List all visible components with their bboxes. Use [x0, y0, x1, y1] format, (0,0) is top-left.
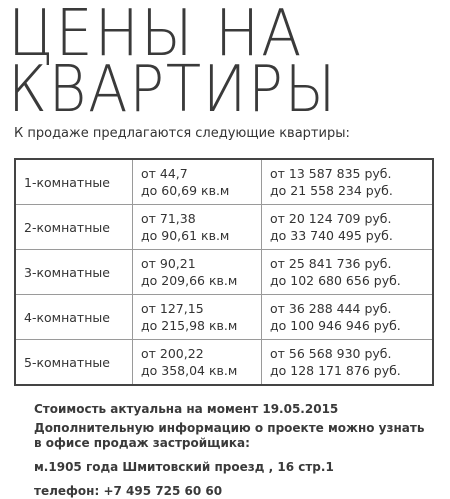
price-from: от 56 568 930 руб.	[270, 346, 392, 361]
area-to: до 215,98 кв.м	[141, 318, 238, 333]
area-to: до 209,66 кв.м	[141, 273, 238, 288]
price-cell	[262, 295, 434, 340]
area-to: до 60,69 кв.м	[141, 183, 230, 198]
table-row	[15, 250, 433, 295]
footer-info	[34, 402, 434, 499]
apartment-type-cell: 4-комнатные	[15, 295, 133, 340]
page-title-line-2: КВАРТИРЫ	[8, 53, 338, 127]
price-from: от 36 288 444 руб.	[270, 301, 392, 316]
price-from: от 20 124 709 руб.	[270, 211, 392, 226]
price-from: от 13 587 835 руб.	[270, 166, 392, 181]
price-to: до 100 946 946 руб.	[270, 318, 401, 333]
sales-office-note: Дополнительную информацию о проекте можно узнать в офисе продаж застройщика:	[34, 421, 425, 450]
apartment-type-cell: 2-комнатные	[15, 205, 133, 250]
table-row	[15, 340, 433, 386]
area-cell	[133, 205, 262, 250]
apartment-type-cell: 3-комнатные	[15, 250, 133, 295]
area-to: до 358,04 кв.м	[141, 363, 238, 378]
area-cell	[133, 340, 262, 386]
area-cell	[133, 295, 262, 340]
phone-number[interactable]: телефон: +7 495 725 60 60	[34, 484, 223, 498]
price-to: до 21 558 234 руб.	[270, 183, 393, 198]
table-row	[15, 295, 433, 340]
price-to: до 33 740 495 руб.	[270, 228, 393, 243]
area-cell	[133, 159, 262, 205]
area-from: от 71,38	[141, 211, 196, 226]
price-cell	[262, 340, 434, 386]
area-from: от 200,22	[141, 346, 204, 361]
intro-text: К продаже предлагаются следующие квартиры:	[14, 126, 350, 141]
area-to: до 90,61 кв.м	[141, 228, 230, 243]
table-row	[15, 205, 433, 250]
price-date-note: Стоимость актуальна на момент 19.05.2015	[34, 402, 339, 416]
price-to: до 102 680 656 руб.	[270, 273, 401, 288]
table-row	[15, 159, 433, 205]
area-cell	[133, 250, 262, 295]
area-from: от 90,21	[141, 256, 196, 271]
page-title-line-1: ЦЕНЫ НА	[8, 0, 304, 71]
price-cell	[262, 250, 434, 295]
price-cell	[262, 159, 434, 205]
price-cell	[262, 205, 434, 250]
apartment-type-cell: 1-комнатные	[15, 159, 133, 205]
sales-office-address: м.1905 года Шмитовский проезд , 16 стр.1	[34, 460, 334, 474]
price-from: от 25 841 736 руб.	[270, 256, 392, 271]
apartment-type-cell: 5-комнатные	[15, 340, 133, 386]
price-to: до 128 171 876 руб.	[270, 363, 401, 378]
apartment-price-table	[14, 158, 434, 386]
area-from: от 44,7	[141, 166, 188, 181]
area-from: от 127,15	[141, 301, 204, 316]
